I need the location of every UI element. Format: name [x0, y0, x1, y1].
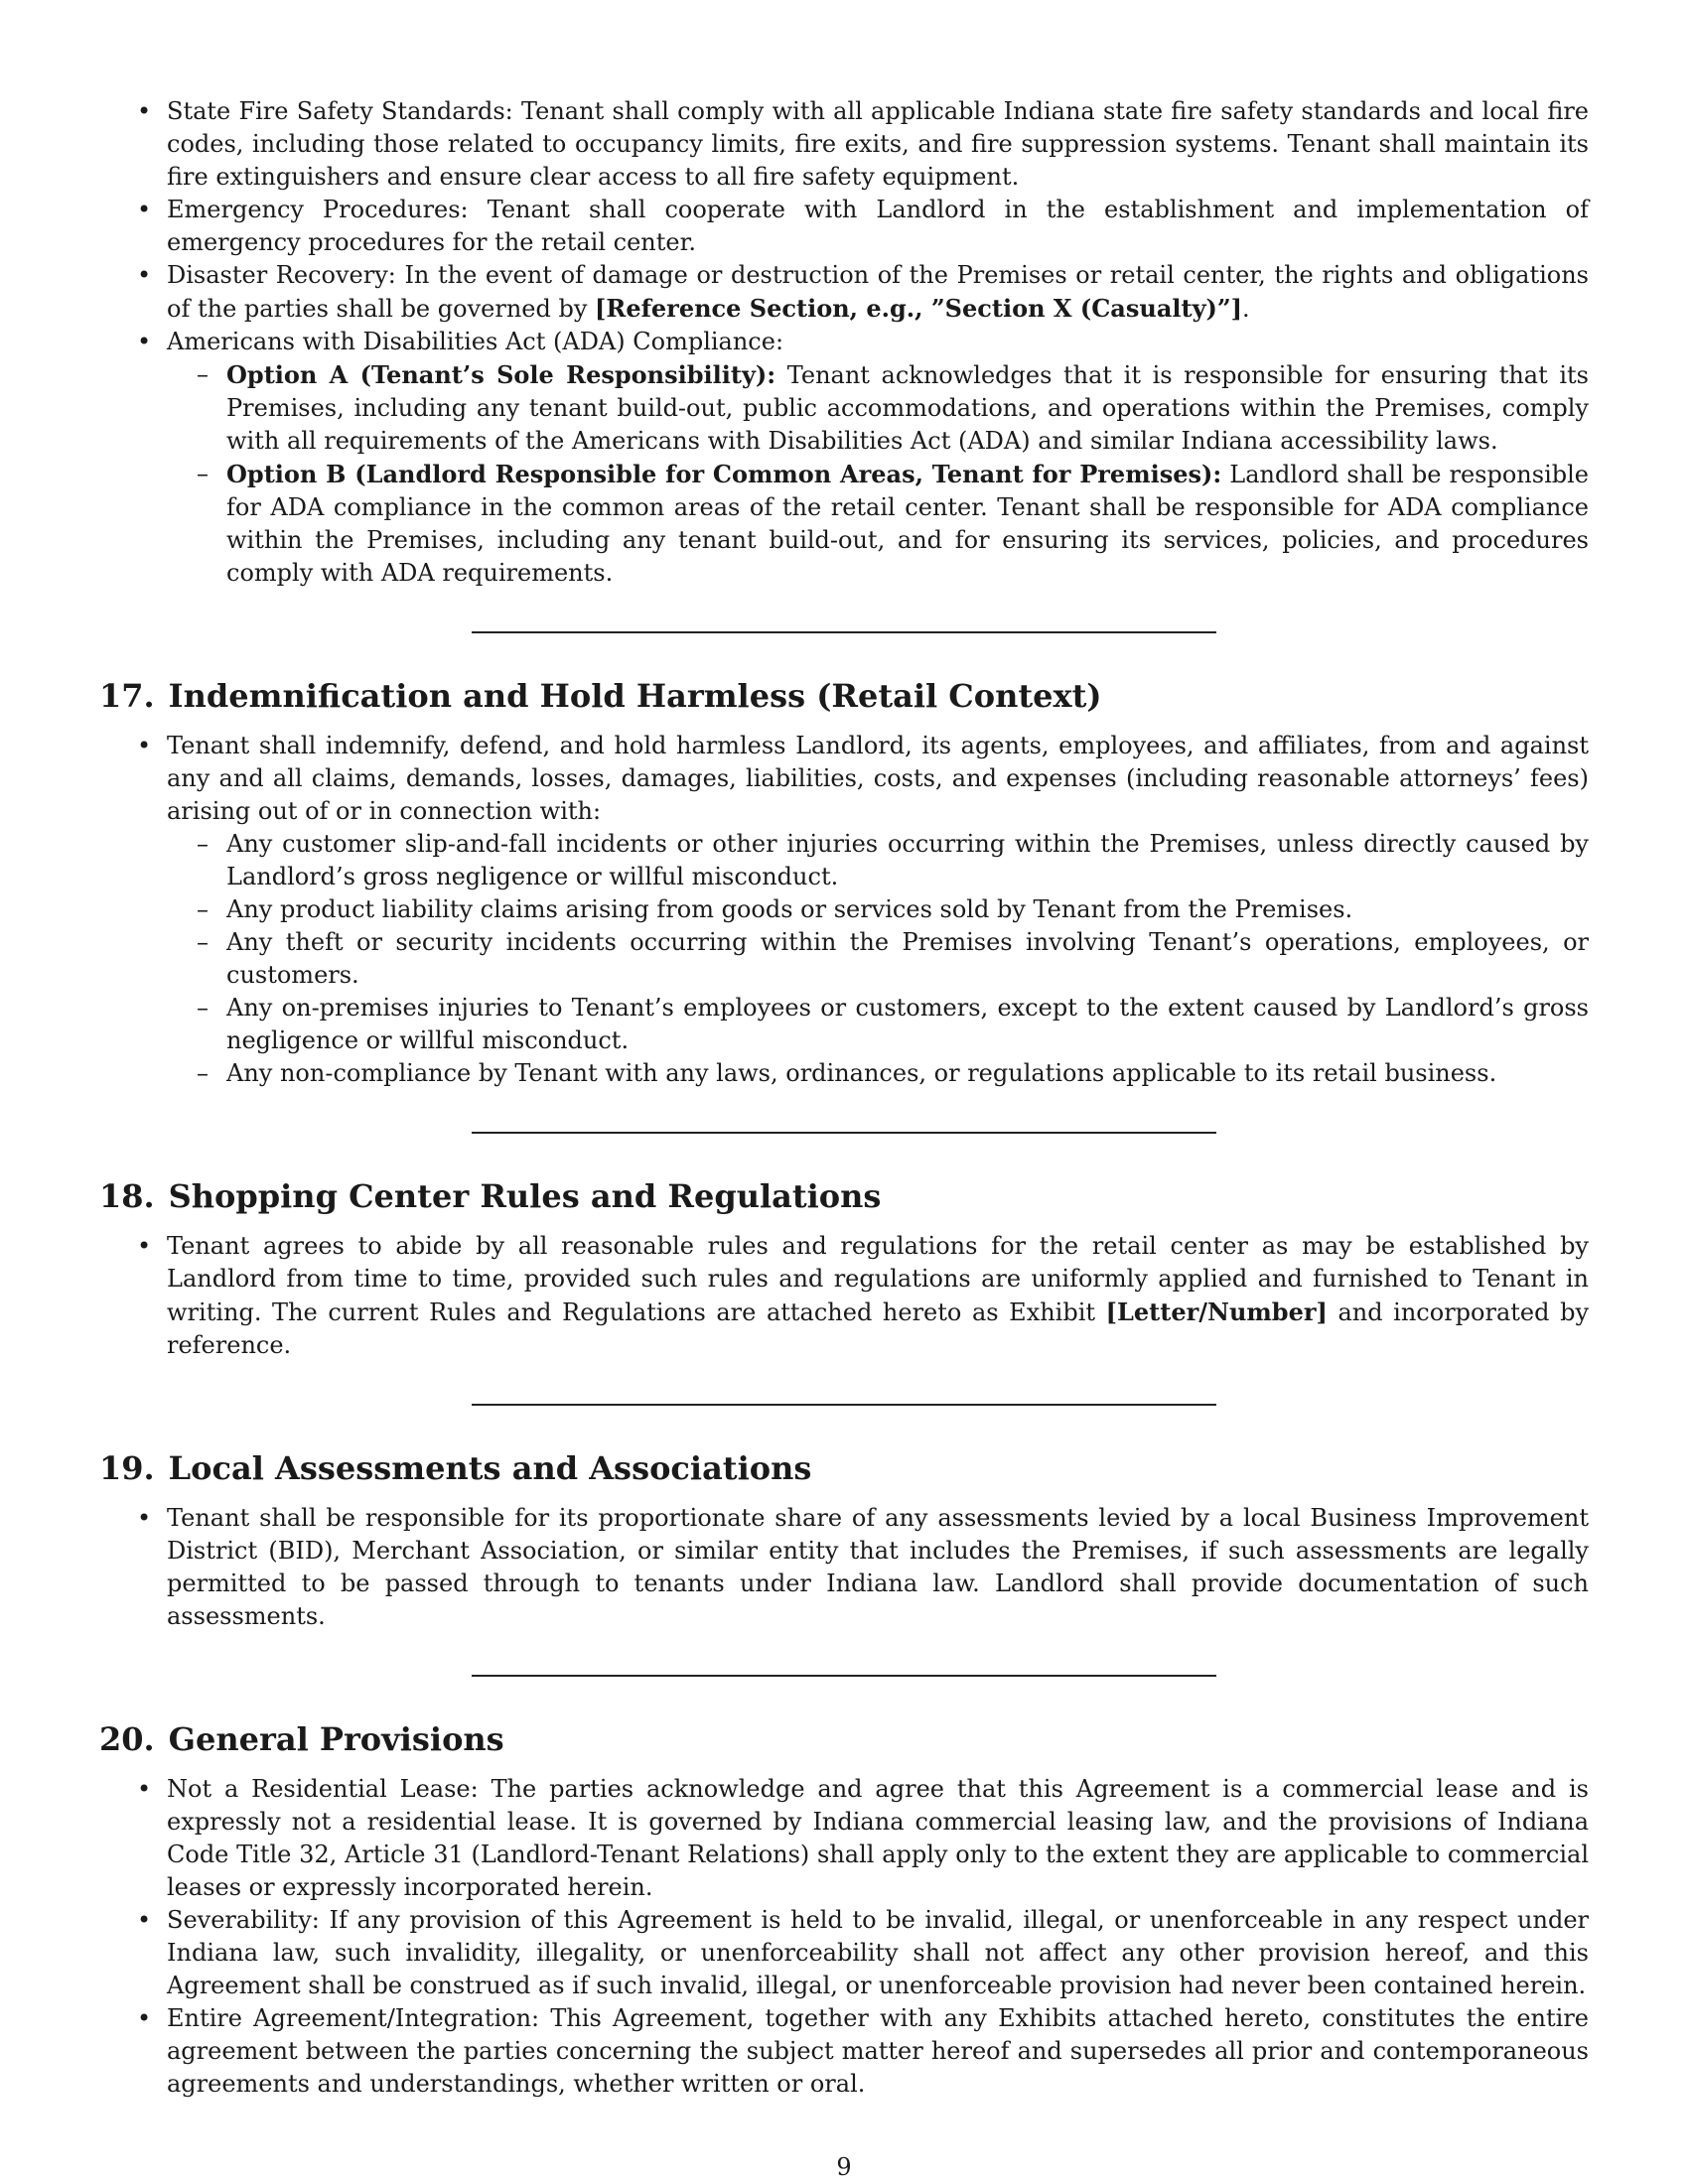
ada-option-b: – Option B (Landlord Responsible for Common Areas, Tenant for Premises): Landlord shall be responsible for ADA compliance in the common areas of the retail center. Tenant shall be responsible for ADA compliance within the Premises, including any tenant build-out, and for ensuring its services, policies, and procedures comply with ADA requirements. [226, 458, 1589, 590]
list-item-ada-compliance: • Americans with Disabilities Act (ADA) Compliance: – Option A (Tenant’s Sole Responsibility): Tenant acknowledges that it is responsible for ensuring that its Premises, including any tenant build-out, public accommodations, and operations within the Premises, comply with all requirements of the Americans with Disabilities Act (ADA) and similar Indiana accessibility laws. – Option B (Landlord Responsible for Common Areas, Tenant for Premises): Landlord shall be responsible for ADA compliance in the common areas of the retail center. Tenant shall be responsible for ADA compliance within the Premises, including any tenant build-out, and for ensuring its services, policies, and procedures comply with ADA requirements. [167, 326, 1589, 590]
list-item: – Any customer slip-and-fall incidents or other injuries occurring within the Premises, unless directly caused by Landlord’s gross negligence or willful misconduct. [226, 828, 1589, 893]
list-item: • Tenant shall indemnify, defend, and hold harmless Landlord, its agents, employees, and affiliates, from and against any and all claims, demands, losses, damages, liabilities, costs, and expenses (including reasonable attorneys’ fees) arising out of or in connection with: – Any customer slip-and-fall incidents or other injuries occurring within the Premises, unless directly caused by Landlord’s gross negligence or willful misconduct. – Any product liability claims arising from goods or services sold by Tenant from the Premises. – Any theft or security incidents occurring within the Premises involving Tenant’s operations, employees, or customers. – Any on-premises injuries to Tenant’s employees or customers, except to the extent caused by Landlord’s gross negligence or willful misconduct. – Any non-compliance by Tenant with any laws, ordinances, or regulations applicable to its retail business. [167, 730, 1589, 1090]
ada-options-list [167, 358, 1589, 590]
list-item-disaster-recovery: • Disaster Recovery: In the event of damage or destruction of the Premises or retail center, the rights and obligations of the parties shall be governed by [Reference Section, e.g., ”Section X (Casualty)”]. [167, 259, 1589, 326]
list-item: – Any product liability claims arising from goods or services sold by Tenant from the Premises. [226, 893, 1589, 926]
list-item-fire-safety: • State Fire Safety Standards: Tenant shall comply with all applicable Indiana state fire safety standards and local fire codes, including those related to occupancy limits, fire exits, and fire suppression systems. Tenant shall maintain its fire extinguishers and ensure clear access to all fire safety equipment. [167, 95, 1589, 194]
section-20-list [99, 1773, 1589, 2101]
section-divider [472, 1132, 1216, 1134]
list-item: • Severability: If any provision of this Agreement is held to be invalid, illegal, or unenforceable in any respect under Indiana law, such invalidity, illegality, or unenforceability shall not affect any other provision hereof, and this Agreement shall be construed as if such invalid, illegal, or unenforceable provision had never been contained herein. [167, 1904, 1589, 2002]
list-item: • Not a Residential Lease: The parties acknowledge and agree that this Agreement is a commercial lease and is expressly not a residential lease. It is governed by Indiana commercial leasing law, and the provisions of Indiana Code Title 32, Article 31 (Landlord-Tenant Relations) shall apply only to the extent they are applicable to commercial leases or expressly incorporated herein. [167, 1773, 1589, 1904]
reference-placeholder: [Reference Section, e.g., ”Section X (Casualty)”] [595, 294, 1243, 323]
list-item: • Tenant shall be responsible for its proportionate share of any assessments levied by a local Business Improvement District (BID), Merchant Association, or similar entity that includes the Premises, if such assessments are legally permitted to be passed through to tenants under Indiana law. Landlord shall provide documentation of such assessments. [167, 1502, 1589, 1633]
list-item: – Any theft or security incidents occurring within the Premises involving Tenant’s operations, employees, or customers. [226, 926, 1589, 992]
list-item: • Entire Agreement/Integration: This Agreement, together with any Exhibits attached hereto, constitutes the entire agreement between the parties concerning the subject matter hereof and supersedes all prior and contemporaneous agreements and understandings, whether written or oral. [167, 2002, 1589, 2101]
section-18-list [99, 1230, 1589, 1362]
exhibit-placeholder: [Letter/Number] [1105, 1297, 1328, 1326]
section-19-heading: 19. Local Assessments and Associations [99, 1449, 812, 1487]
list-item-emergency-procedures: • Emergency Procedures: Tenant shall cooperate with Landlord in the establishment and implementation of emergency procedures for the retail center. [167, 194, 1589, 259]
page-content [99, 95, 1589, 2101]
ada-option-a: – Option A (Tenant’s Sole Responsibility): Tenant acknowledges that it is responsible for ensuring that its Premises, including any tenant build-out, public accommodations, and operations within the Premises, comply with all requirements of the Americans with Disabilities Act (ADA) and similar Indiana accessibility laws. [226, 358, 1589, 458]
page-number: 9 [836, 2153, 852, 2181]
section-20-heading: 20. General Provisions [99, 1720, 504, 1758]
list-item: • Tenant agrees to abide by all reasonable rules and regulations for the retail center as may be established by Landlord from time to time, provided such rules and regulations are uniformly applied and furnished to Tenant in writing. The current Rules and Regulations are attached hereto as Exhibit [Letter/Number] and incorporated by reference. [167, 1230, 1589, 1362]
section-19-list [99, 1502, 1589, 1633]
list-item: – Any non-compliance by Tenant with any laws, ordinances, or regulations applicable to its retail business. [226, 1057, 1589, 1090]
indemnification-items [167, 828, 1589, 1090]
section-divider [472, 1675, 1216, 1677]
compliance-list [99, 95, 1589, 590]
list-item: – Any on-premises injuries to Tenant’s employees or customers, except to the extent caused by Landlord’s gross negligence or willful misconduct. [226, 992, 1589, 1057]
section-divider [472, 1404, 1216, 1406]
section-divider [472, 631, 1216, 633]
section-18-heading: 18. Shopping Center Rules and Regulations [99, 1177, 882, 1215]
section-17-heading: 17. Indemnification and Hold Harmless (Retail Context) [99, 677, 1102, 715]
section-17-list [99, 730, 1589, 1090]
